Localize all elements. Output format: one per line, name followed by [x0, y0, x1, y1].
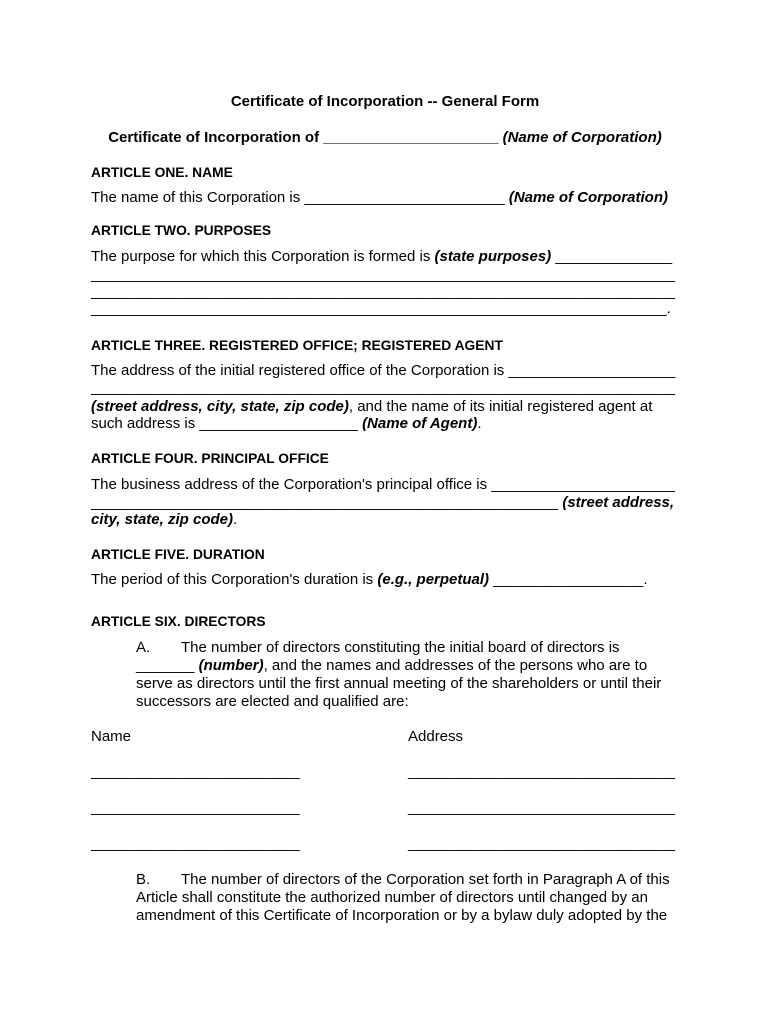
agent-such-text: such address is [91, 415, 200, 432]
paragraph-b-line-2: Article shall constitute the authorized number of directors until changed by an [136, 889, 648, 906]
paragraph-a-line-2 [136, 657, 647, 675]
corporation-name-hint: (Name of Corporation) [502, 129, 662, 146]
corporation-name-blank: ________________________ [304, 189, 509, 206]
purposes-blank-line: ______________________________________________________________________ [91, 283, 675, 300]
article-three-text: The address of the initial registered office of the Corporation is [91, 362, 509, 379]
purposes-blank: ______________ [551, 248, 673, 265]
purposes-hint: (state purposes) [434, 248, 552, 265]
corporation-name-blank: _____________________ [323, 129, 503, 146]
duration-blank: __________________ [489, 571, 644, 588]
office-address-blank: ____________________ [508, 362, 676, 379]
director-name-blank: _________________________ [91, 763, 300, 780]
street-address-hint: (street address, [562, 494, 675, 511]
paragraph-b-line-1: The number of directors of the Corporation set forth in Paragraph A of this [181, 871, 670, 888]
document-title: Certificate of Incorporation -- General Form [230, 93, 540, 110]
article-four-heading: ARTICLE FOUR. PRINCIPAL OFFICE [91, 451, 329, 466]
paragraph-a-line-2-text: , and the names and addresses of the persons who are to [263, 657, 648, 674]
principal-office-end: . [232, 511, 238, 528]
agent-line-end: . [477, 415, 482, 432]
office-address-blank-line: ______________________________________________________________________ [91, 379, 675, 396]
city-state-zip-hint: city, state, zip code) [91, 511, 233, 528]
paragraph-b-marker: B. [136, 871, 151, 888]
name-column-label: Name [91, 728, 132, 745]
article-six-heading: ARTICLE SIX. DIRECTORS [91, 614, 266, 629]
article-five-heading: ARTICLE FIVE. DURATION [91, 547, 265, 562]
article-three-heading: ARTICLE THREE. REGISTERED OFFICE; REGISTERED AGENT [91, 338, 503, 353]
director-name-blank: _________________________ [91, 835, 300, 852]
article-four-line [91, 476, 675, 494]
principal-office-line-2 [91, 494, 674, 512]
paragraph-b-line-3: amendment of this Certificate of Incorporation or by a bylaw duly adopted by the [136, 907, 668, 924]
intro-line [0, 129, 770, 147]
purposes-blank-line: ______________________________________________________________________ [91, 266, 675, 283]
corporation-name-hint: (Name of Corporation) [508, 189, 668, 206]
address-column-label: Address [408, 728, 464, 745]
duration-hint: (e.g., perpetual) [377, 571, 490, 588]
directors-number-blank: _______ [136, 657, 199, 674]
article-one-line [91, 189, 668, 207]
agent-text: , and the name of its initial registered agent at [348, 398, 653, 415]
paragraph-a-line-1: The number of directors constituting the initial board of directors is [181, 639, 620, 656]
principal-office-blank-2: ________________________________________________________ [91, 494, 563, 511]
paragraph-a-line-4: successors are elected and qualified are: [136, 693, 409, 710]
article-three-line [91, 362, 675, 380]
intro-text: Certificate of Incorporation of [108, 129, 324, 146]
director-address-blank: ________________________________ [408, 835, 675, 852]
principal-office-line-3 [91, 511, 237, 529]
agent-name-blank: ___________________ [199, 415, 363, 432]
principal-office-blank: ______________________ [491, 476, 675, 493]
street-address-hint: (street address, city, state, zip code) [91, 398, 349, 415]
article-four-text: The business address of the Corporation's principal office is [91, 476, 492, 493]
duration-end: . [643, 571, 648, 588]
directors-number-hint: (number) [198, 657, 264, 674]
article-five-line [91, 571, 648, 589]
article-one-text: The name of this Corporation is [91, 189, 305, 206]
director-name-blank: _________________________ [91, 799, 300, 816]
purposes-blank-line: _____________________________________________________________________. [91, 300, 671, 317]
agent-name-line [91, 415, 482, 433]
director-address-blank: ________________________________ [408, 763, 675, 780]
agent-name-hint: (Name of Agent) [362, 415, 478, 432]
article-one-heading: ARTICLE ONE. NAME [91, 165, 233, 180]
article-two-text: The purpose for which this Corporation is formed is [91, 248, 435, 265]
article-two-line [91, 248, 672, 266]
agent-line [91, 398, 652, 416]
paragraph-a-line-3: serve as directors until the first annual meeting of the shareholders or until their [136, 675, 662, 692]
director-address-blank: ________________________________ [408, 799, 675, 816]
article-two-heading: ARTICLE TWO. PURPOSES [91, 223, 272, 238]
article-five-text: The period of this Corporation's duration is [91, 571, 378, 588]
paragraph-a-marker: A. [136, 639, 151, 656]
